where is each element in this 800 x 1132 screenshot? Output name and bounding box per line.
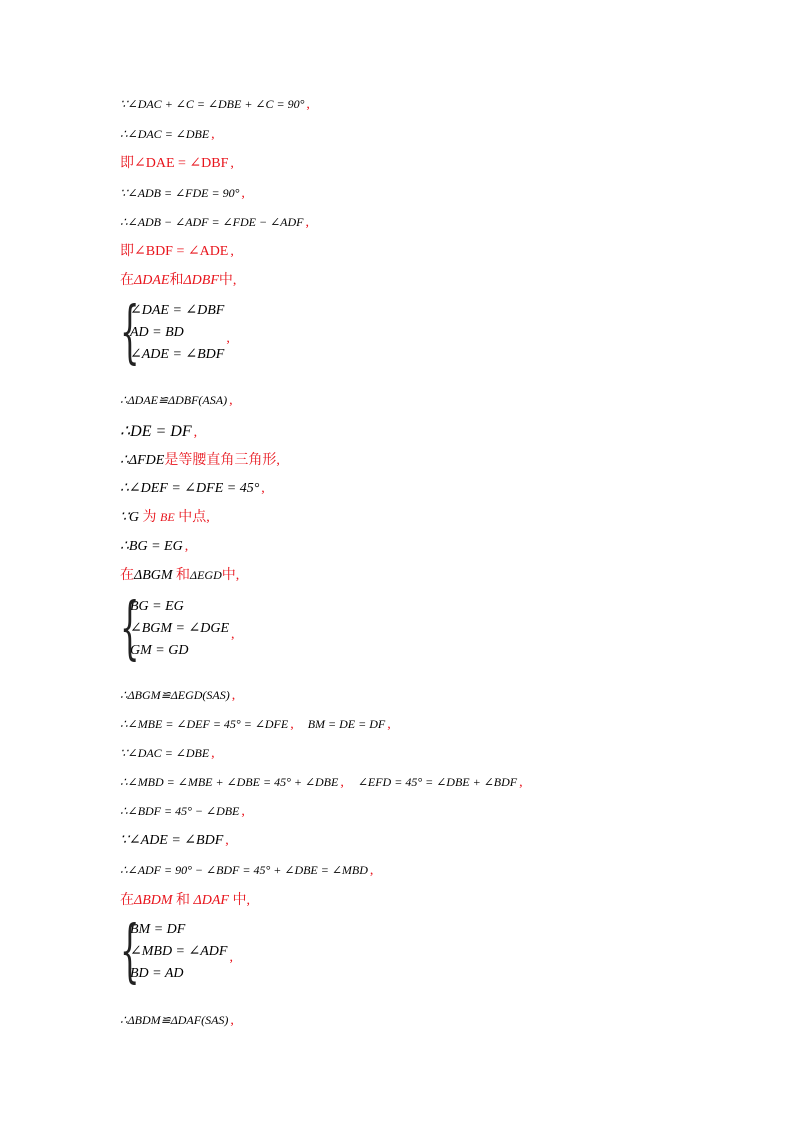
segment-label: BE: [160, 510, 175, 524]
comma: ,: [305, 215, 309, 230]
proof-line: [120, 569, 239, 583]
comma: ,: [369, 863, 374, 878]
comma: ,: [211, 746, 215, 761]
proof-text: 是等腰直角三角形,: [164, 453, 280, 468]
comma: ,: [193, 425, 198, 440]
proof-text: ∴ΔFDE: [120, 453, 165, 468]
proof-text: ∴BG = EG: [120, 539, 183, 554]
comma: ,: [290, 717, 294, 732]
proof-text: 中点,: [178, 510, 210, 525]
system-row: GM = GD: [130, 643, 189, 658]
comma: ,: [241, 186, 245, 201]
proof-text: 和: [176, 893, 191, 908]
comma: ,: [261, 481, 265, 496]
system-row: ∠MBD = ∠ADF: [130, 944, 228, 959]
proof-text: 即∠BDF = ∠ADE: [120, 244, 229, 259]
comma: ,: [230, 156, 234, 171]
left-brace: {: [120, 912, 140, 991]
system-rows: [130, 596, 229, 662]
proof-text: 中,: [218, 273, 237, 288]
proof-text: ∴∠MBD = ∠MBE + ∠DBE = 45° + ∠DBE: [120, 775, 339, 789]
system-row: BG = EG: [130, 599, 184, 614]
proof-line: [120, 98, 310, 112]
system-row: ∠ADE = ∠BDF: [130, 347, 225, 362]
proof-text: ∵G: [120, 510, 140, 525]
proof-line: [120, 776, 523, 790]
comma: ,: [231, 627, 235, 642]
proof-line: [120, 424, 197, 440]
proof-line: [120, 482, 265, 496]
proof-text: 和: [169, 273, 184, 288]
comma: ,: [230, 244, 234, 259]
proof-text: ∠EFD = 45° = ∠DBE + ∠BDF: [357, 775, 518, 789]
comma: ,: [241, 804, 245, 819]
triangle-label: ΔDAE: [134, 273, 170, 288]
proof-line: [120, 216, 309, 230]
proof-text: 在: [120, 568, 134, 583]
proof-text: 和: [176, 568, 191, 583]
proof-line: [120, 454, 280, 468]
proof-text: ∵∠DAC = ∠DBE: [120, 746, 210, 760]
proof-text: ∴ΔBDM≌ΔDAF(SAS): [120, 1013, 229, 1027]
proof-text: 在: [120, 893, 134, 908]
system-rows: [130, 300, 224, 366]
proof-text: ∴ΔDAE≌ΔDBF(ASA): [120, 393, 228, 407]
proof-line: [120, 128, 215, 142]
comma: ,: [225, 833, 229, 848]
equation-system: [120, 293, 230, 372]
comma: ,: [306, 97, 310, 112]
proof-text: ∴∠ADF = 90° − ∠BDF = 45° + ∠DBE = ∠MBD: [120, 863, 368, 877]
system-row: BD = AD: [130, 966, 184, 981]
comma: ,: [226, 331, 230, 346]
proof-text: ∴∠MBE = ∠DEF = 45° = ∠DFE: [120, 717, 289, 731]
left-brace: {: [120, 293, 140, 372]
comma: ,: [231, 688, 236, 703]
comma: ,: [519, 775, 523, 790]
triangle-label: ΔDBF: [183, 273, 219, 288]
triangle-label: ΔBDM: [134, 893, 173, 908]
proof-text: 在: [120, 273, 134, 288]
triangle-label: ΔDAF: [193, 893, 229, 908]
proof-line: [120, 834, 229, 848]
comma: ,: [229, 950, 233, 965]
proof-line: [120, 718, 391, 732]
proof-line: [120, 157, 234, 171]
comma: ,: [184, 539, 189, 554]
proof-text: 中,: [232, 893, 250, 908]
proof-line: [120, 511, 210, 525]
proof-line: [120, 540, 188, 554]
triangle-label: ΔBGM: [134, 568, 173, 583]
proof-text: ∴∠DAC = ∠DBE: [120, 127, 210, 141]
proof-line: [120, 245, 234, 259]
proof-line: [120, 274, 236, 288]
proof-text: 即∠DAE = ∠DBF: [120, 156, 229, 171]
proof-line: [120, 394, 233, 408]
proof-text: ∴DE = DF: [120, 423, 192, 440]
proof-line: [120, 894, 250, 908]
proof-line: [120, 689, 235, 703]
comma: ,: [387, 717, 391, 732]
system-rows: [130, 919, 227, 985]
proof-text: ∴ΔBGM≌ΔEGD(SAS): [120, 688, 230, 702]
comma: ,: [340, 775, 344, 790]
proof-line: [120, 1014, 234, 1028]
system-row: ∠BGM = ∠DGE: [130, 621, 230, 636]
system-row: AD = BD: [130, 325, 184, 340]
proof-line: [120, 864, 373, 878]
equation-system: [120, 912, 233, 991]
proof-text: 为: [142, 510, 157, 525]
system-row: BM = DF: [130, 922, 186, 937]
proof-text: ∴∠BDF = 45° − ∠DBE: [120, 804, 240, 818]
proof-line: [120, 747, 215, 761]
proof-text: ∴∠DEF = ∠DFE = 45°: [120, 481, 260, 496]
left-brace: {: [120, 589, 140, 668]
proof-text: ∵∠ADB = ∠FDE = 90°: [120, 186, 240, 200]
proof-text: ∵∠ADE = ∠BDF: [120, 833, 224, 848]
comma: ,: [229, 393, 233, 408]
proof-line: [120, 187, 245, 201]
equation-system: [120, 589, 235, 668]
proof-text: 中,: [221, 568, 240, 583]
comma: ,: [211, 127, 215, 142]
triangle-label: ΔEGD: [190, 568, 222, 582]
proof-line: [120, 805, 245, 819]
proof-text: BM = DE = DF: [307, 717, 386, 731]
comma: ,: [230, 1013, 234, 1028]
proof-text: ∴∠ADB − ∠ADF = ∠FDE − ∠ADF: [120, 215, 304, 229]
proof-text: ∵∠DAC + ∠C = ∠DBE + ∠C = 90°: [120, 97, 305, 111]
system-row: ∠DAE = ∠DBF: [130, 303, 225, 318]
